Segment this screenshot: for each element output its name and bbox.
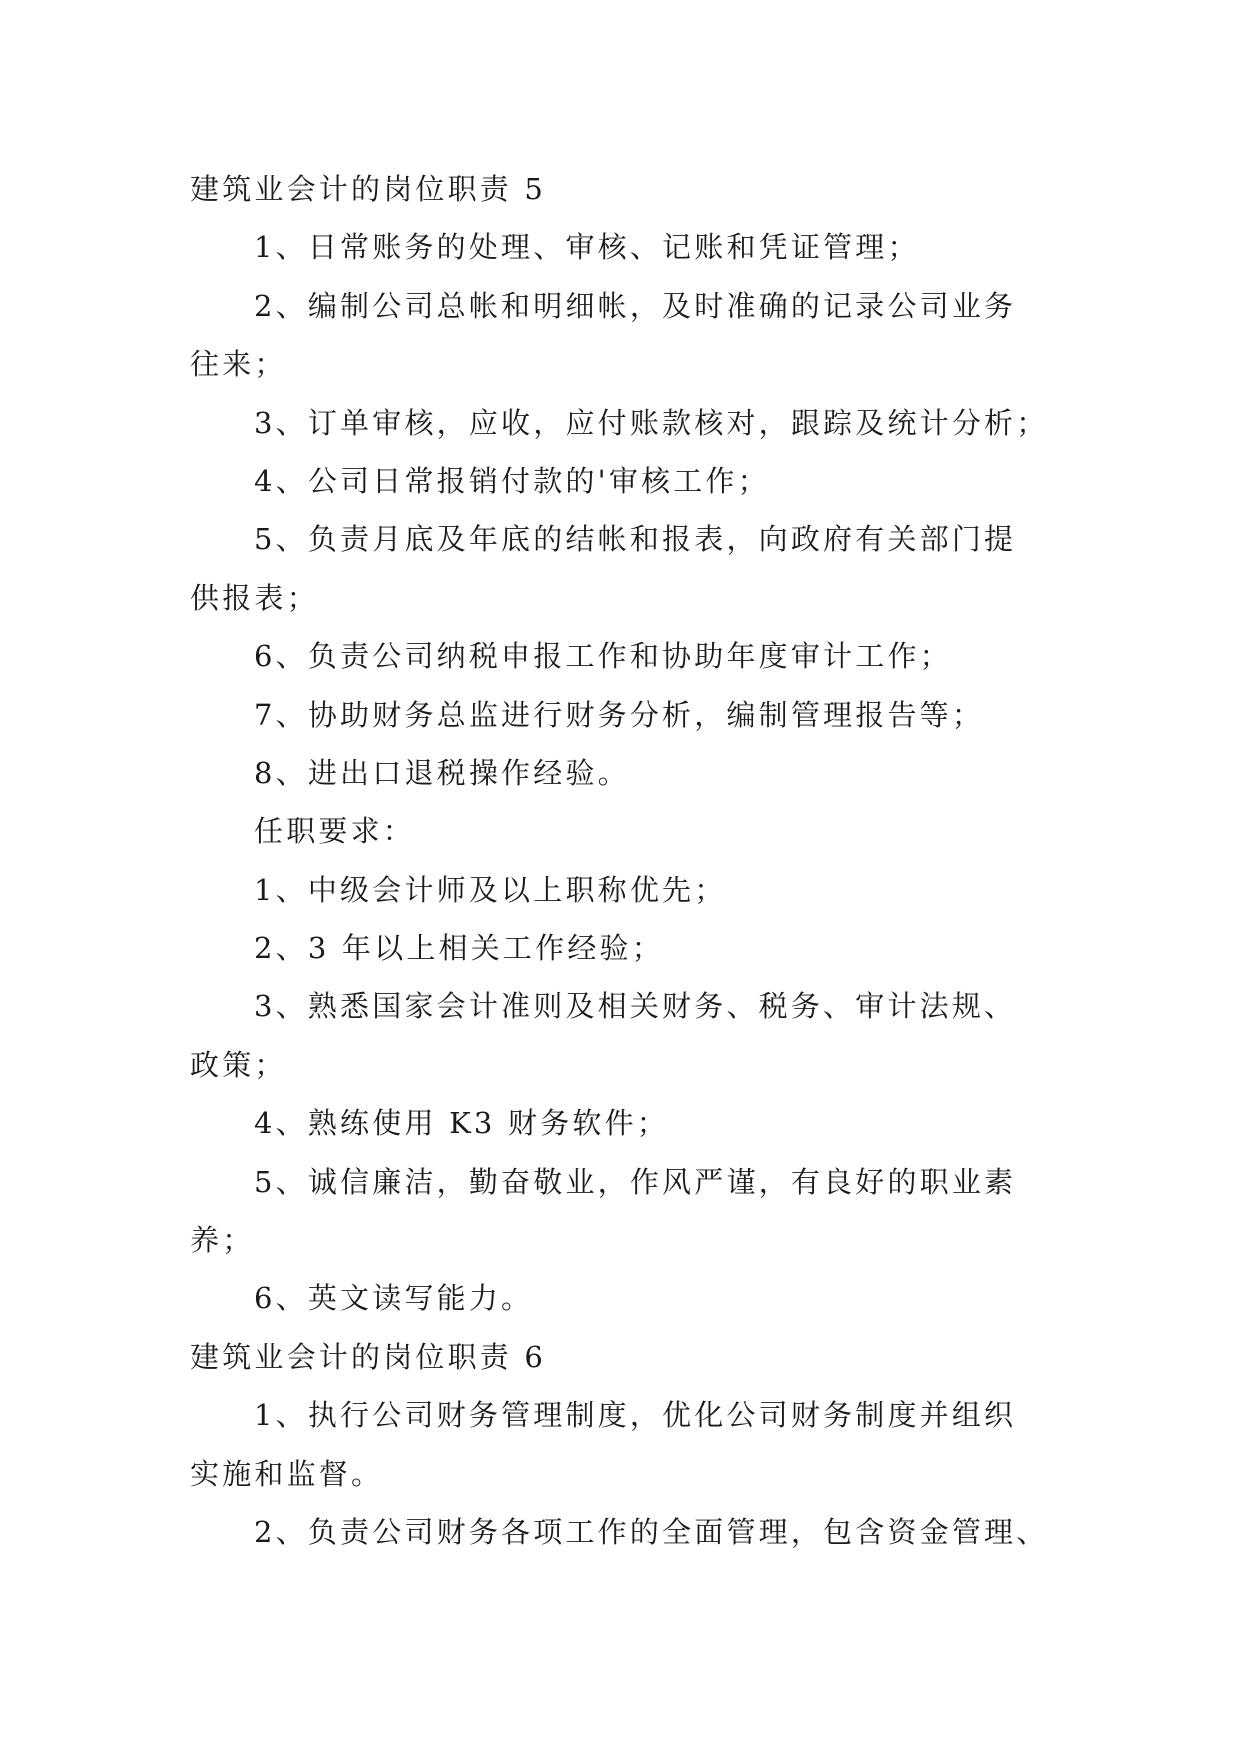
section-heading: 建筑业会计的岗位职责 6 bbox=[190, 1339, 547, 1374]
duty-item-continuation: 供报表； bbox=[190, 580, 319, 615]
duty-item: 7、协助财务总监进行财务分析，编制管理报告等； bbox=[254, 697, 985, 732]
duty-item: 1、执行公司财务管理制度，优化公司财务制度并组织 bbox=[254, 1398, 1017, 1433]
requirement-item: 6、英文读写能力。 bbox=[254, 1281, 534, 1316]
duty-item: 2、编制公司总帐和明细帐，及时准确的记录公司业务 bbox=[254, 288, 1017, 323]
requirement-item-continuation: 养； bbox=[190, 1223, 255, 1258]
duty-item: 3、订单审核，应收，应付账款核对，跟踪及统计分析； bbox=[254, 405, 1049, 440]
duty-item: 6、负责公司纳税申报工作和协助年度审计工作； bbox=[254, 639, 952, 674]
requirement-item: 5、诚信廉洁，勤奋敬业，作风严谨，有良好的职业素 bbox=[254, 1164, 1017, 1199]
duty-item: 4、公司日常报销付款的'审核工作； bbox=[254, 463, 770, 498]
duty-item: 1、日常账务的处理、审核、记账和凭证管理； bbox=[254, 230, 920, 265]
requirements-heading: 任职要求： bbox=[254, 814, 416, 849]
duty-item: 2、负责公司财务各项工作的全面管理，包含资金管理、 bbox=[254, 1514, 1049, 1549]
duty-item-continuation: 实施和监督。 bbox=[190, 1456, 384, 1491]
document-body bbox=[190, 160, 1070, 1561]
section-heading: 建筑业会计的岗位职责 5 bbox=[190, 172, 547, 206]
requirement-item-continuation: 政策； bbox=[190, 1047, 287, 1082]
duty-item: 8、进出口退税操作经验。 bbox=[254, 755, 630, 790]
duty-item-continuation: 往来； bbox=[190, 347, 287, 382]
requirement-item: 2、3 年以上相关工作经验； bbox=[254, 931, 664, 966]
duty-item: 5、负责月底及年底的结帐和报表，向政府有关部门提 bbox=[254, 522, 1017, 557]
requirement-item: 4、熟练使用 K3 财务软件； bbox=[254, 1106, 670, 1141]
requirement-item: 3、熟悉国家会计准则及相关财务、税务、审计法规、 bbox=[254, 989, 1017, 1024]
requirement-item: 1、中级会计师及以上职称优先； bbox=[254, 872, 727, 907]
